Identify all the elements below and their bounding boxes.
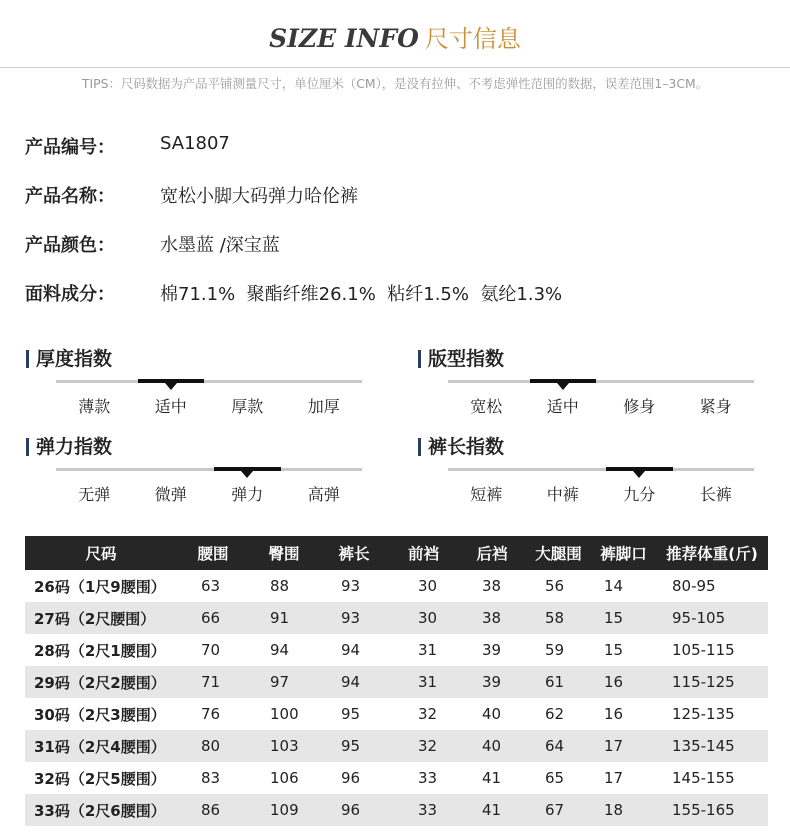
table-row [25,570,768,602]
option-label: 长裤 [699,485,732,504]
size-cell: 29码（2尺2腰围） [25,666,177,698]
title-english: SIZE INFO [269,24,419,53]
value-cell: 109 [249,794,319,826]
value-cell: 40 [482,705,502,723]
value-cell: 83 [201,769,221,787]
option-label: 无弹 [78,485,111,504]
table-row [25,698,768,730]
code-label: 产品编号： [25,137,115,158]
value-cell: 17 [591,730,656,762]
indicator-thickness [26,348,366,436]
value-cell: 15 [604,641,624,659]
value-cell: 86 [177,794,249,826]
table-row [25,666,768,698]
value-cell: 145-155 [672,769,735,787]
column-header: 大腿围 [526,536,591,570]
column-header: 后裆 [458,536,526,570]
table-row [25,634,768,666]
color-value: 水墨蓝 /深宝蓝 [160,235,280,256]
indicator-elasticity [26,436,366,524]
value-cell: 125-135 [672,705,735,723]
value-cell: 16 [591,666,656,698]
value-cell: 30 [389,602,458,634]
value-cell: 97 [249,666,319,698]
option-label: 紧身 [699,397,732,416]
name-value: 宽松小脚大码弹力哈伦裤 [160,186,358,207]
value-cell: 155-165 [656,794,768,826]
size-cell: 28码（2尺1腰围） [34,641,166,660]
value-cell: 18 [591,794,656,826]
size-cell: 32码（2尺5腰围） [34,769,166,788]
value-cell: 94 [341,641,361,659]
table-row [25,762,768,794]
column-header: 裤脚口 [591,536,656,570]
size-cell: 26码（1尺9腰围） [34,577,166,596]
value-cell: 32 [418,705,438,723]
column-header: 推荐体重(斤) [656,536,768,570]
value-cell: 71 [177,666,249,698]
value-cell: 32 [389,730,458,762]
value-cell: 31 [418,641,438,659]
size-cell: 30码（2尺3腰围） [34,705,166,724]
value-cell: 38 [482,577,502,595]
value-cell: 61 [526,666,591,698]
option-label: 厚款 [231,397,264,416]
column-header: 腰围 [177,536,249,570]
table-row [25,730,768,762]
value-cell: 30 [418,577,438,595]
option-label: 加厚 [307,397,340,416]
header-divider [0,67,790,68]
value-cell: 93 [319,602,389,634]
tips-text: TIPS：尺码数据为产品平铺测量尺寸，单位厘米（CM），是没有拉伸、不考虑弹性范围的数据，误差范围1–3CM。 [81,76,709,91]
scale-line [56,468,362,471]
size-cell: 31码（2尺4腰围） [25,730,177,762]
table-row [25,794,768,826]
value-cell: 96 [319,794,389,826]
name-label: 产品名称： [25,186,115,207]
value-cell: 40 [458,730,526,762]
table-body [25,570,768,826]
value-cell: 33 [418,769,438,787]
option-label: 适中 [546,397,579,416]
value-cell: 135-145 [656,730,768,762]
page-title [0,22,790,59]
option-label: 九分 [623,485,656,504]
selected-arrow-icon [165,383,177,390]
value-cell: 16 [604,705,624,723]
value-cell: 59 [545,641,565,659]
value-cell: 95-105 [656,602,768,634]
value-cell: 33 [389,794,458,826]
value-cell: 58 [526,602,591,634]
value-cell: 100 [270,705,299,723]
value-cell: 94 [319,666,389,698]
fabric-value: 棉71.1% 聚酯纤维26.1% 粘纤1.5% 氨纶1.3% [160,284,563,305]
scale-line [56,380,362,383]
column-header: 尺码 [25,536,177,570]
value-cell: 106 [270,769,299,787]
value-cell: 80 [177,730,249,762]
option-label: 适中 [154,397,187,416]
option-label: 高弹 [307,485,340,504]
value-cell: 80-95 [672,577,716,595]
value-cell: 70 [201,641,221,659]
selected-arrow-icon [241,471,253,478]
option-label: 修身 [623,397,656,416]
value-cell: 76 [201,705,221,723]
value-cell: 93 [341,577,361,595]
value-cell: 88 [270,577,290,595]
value-cell: 39 [458,666,526,698]
value-cell: 105-115 [672,641,735,659]
value-cell: 39 [482,641,502,659]
column-header: 前裆 [389,536,458,570]
option-label: 微弹 [154,485,187,504]
size-table [25,536,768,826]
indicator-title: 裤长指数 [428,436,505,458]
indicator-title: 厚度指数 [36,348,113,370]
size-cell: 27码（2尺腰围） [25,602,177,634]
value-cell: 41 [482,769,502,787]
table-header-row [25,536,768,570]
color-label: 产品颜色： [25,235,115,256]
value-cell: 95 [341,705,361,723]
column-header: 臀围 [249,536,319,570]
value-cell: 64 [526,730,591,762]
value-cell: 65 [545,769,565,787]
selected-arrow-icon [557,383,569,390]
indicator-title: 版型指数 [428,348,505,370]
value-cell: 17 [604,769,624,787]
value-cell: 56 [545,577,565,595]
selected-arrow-icon [633,471,645,478]
indicator-fit [418,348,758,436]
value-cell: 94 [270,641,290,659]
option-label: 短裤 [470,485,503,504]
option-label: 中裤 [546,485,579,504]
size-cell: 33码（2尺6腰围） [25,794,177,826]
column-header: 裤长 [319,536,389,570]
table-row [25,602,768,634]
scale-line [448,468,754,471]
option-label: 宽松 [470,397,503,416]
value-cell: 63 [201,577,221,595]
value-cell: 96 [341,769,361,787]
value-cell: 15 [591,602,656,634]
code-value: SA1807 [160,133,230,154]
indicator-title: 弹力指数 [36,436,113,458]
value-cell: 14 [604,577,624,595]
value-cell: 66 [177,602,249,634]
value-cell: 62 [545,705,565,723]
value-cell: 95 [319,730,389,762]
value-cell: 31 [389,666,458,698]
value-cell: 41 [458,794,526,826]
value-cell: 91 [249,602,319,634]
value-cell: 103 [249,730,319,762]
option-label: 薄款 [78,397,111,416]
fabric-label: 面料成分： [25,284,115,305]
indicator-length [418,436,758,524]
option-label: 弹力 [231,485,264,504]
title-chinese: 尺寸信息 [424,25,521,53]
scale-line [448,380,754,383]
value-cell: 38 [458,602,526,634]
value-cell: 115-125 [656,666,768,698]
value-cell: 67 [526,794,591,826]
